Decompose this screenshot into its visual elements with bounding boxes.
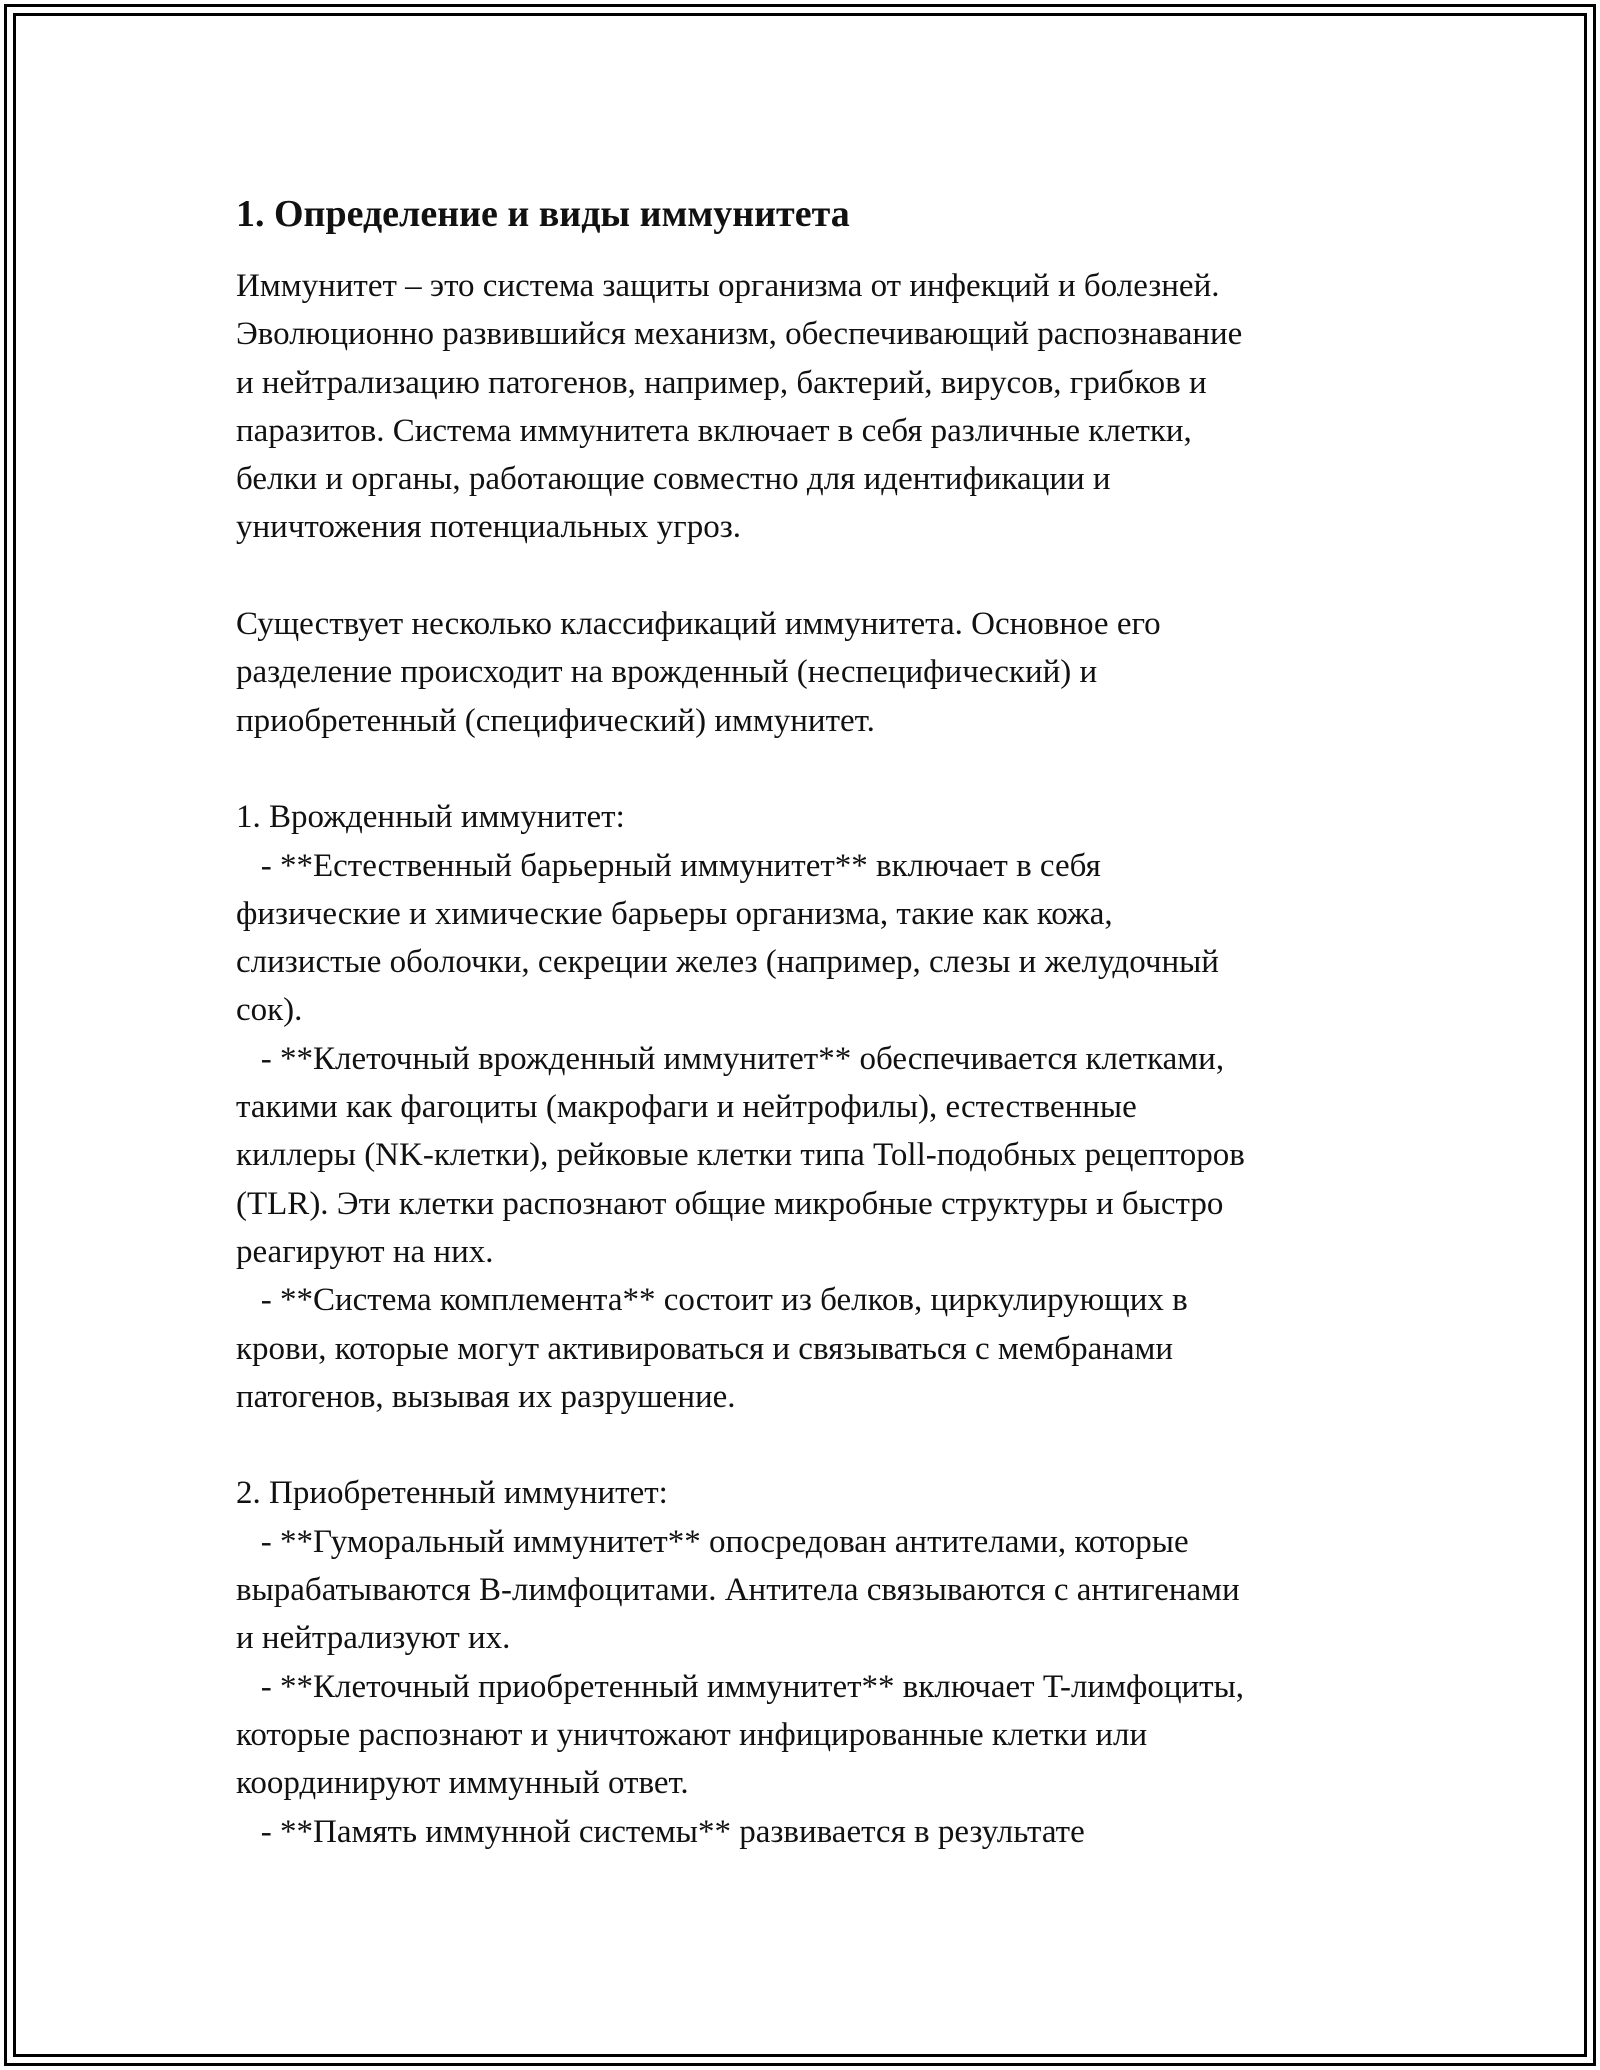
text-line: сок).	[236, 992, 303, 1029]
text-line: и нейтрализуют их.	[236, 1620, 511, 1657]
text-line: 1. Врожденный иммунитет:	[236, 799, 625, 836]
text-line: Эволюционно развившийся механизм, обеспечивающий распознавание	[236, 316, 1243, 353]
blank-line	[236, 745, 1376, 793]
text-line: паразитов. Система иммунитета включает в себя различные клетки,	[236, 412, 1192, 449]
text-line: приобретенный (специфический) иммунитет.	[236, 702, 875, 739]
text-line: патогенов, вызывая их разрушение.	[236, 1378, 736, 1415]
text-line: слизистые оболочки, секреции желез (например, слезы и желудочный	[236, 944, 1219, 981]
section-heading: 1. Определение и виды иммунитета	[236, 193, 850, 235]
text-line: - **Клеточный врожденный иммунитет** обеспечивается клетками,	[236, 1040, 1225, 1077]
text-line: разделение происходит на врожденный (неспецифический) и	[236, 654, 1098, 691]
section-text	[236, 262, 1376, 1856]
text-line: реагируют на них.	[236, 1233, 494, 1270]
text-line: вырабатываются B-лимфоцитами. Антитела связываются с антигенами	[236, 1572, 1240, 1609]
text-line: уничтожения потенциальных угроз.	[236, 509, 741, 546]
text-line: физические и химические барьеры организма, такие как кожа,	[236, 895, 1113, 932]
text-line: (TLR). Эти клетки распознают общие микробные структуры и быстро	[236, 1185, 1224, 1222]
text-line: белки и органы, работающие совместно для идентификации и	[236, 461, 1111, 498]
text-line: - **Естественный барьерный иммунитет** включает в себя	[236, 847, 1101, 884]
text-line: Иммунитет – это система защиты организма от инфекций и болезней.	[236, 268, 1220, 304]
text-line: 2. Приобретенный иммунитет:	[236, 1475, 668, 1512]
text-line: координируют иммунный ответ.	[236, 1765, 689, 1802]
text-line: Существует несколько классификаций иммунитета. Основное его	[236, 606, 1161, 643]
text-line: киллеры (NK-клетки), рейковые клетки типа Toll-подобных рецепторов	[236, 1137, 1245, 1174]
text-line: - **Гуморальный иммунитет** опосредован антителами, которые	[236, 1523, 1189, 1560]
text-line: такими как фагоциты (макрофаги и нейтрофилы), естественные	[236, 1089, 1137, 1126]
text-line: - **Клеточный приобретенный иммунитет** включает T-лимфоциты,	[236, 1668, 1245, 1705]
text-line: которые распознают и уничтожают инфицированные клетки или	[236, 1716, 1148, 1753]
blank-line	[236, 552, 1376, 600]
text-line: крови, которые могут активироваться и связываться с мембранами	[236, 1330, 1174, 1367]
text-line: - **Память иммунной системы** развивается в результате	[236, 1813, 1085, 1850]
text-line: и нейтрализацию патогенов, например, бактерий, вирусов, грибков и	[236, 364, 1207, 401]
text-line: - **Система комплемента** состоит из белков, циркулирующих в	[236, 1282, 1188, 1319]
blank-line	[236, 1421, 1376, 1469]
document-body	[236, 186, 1376, 1856]
